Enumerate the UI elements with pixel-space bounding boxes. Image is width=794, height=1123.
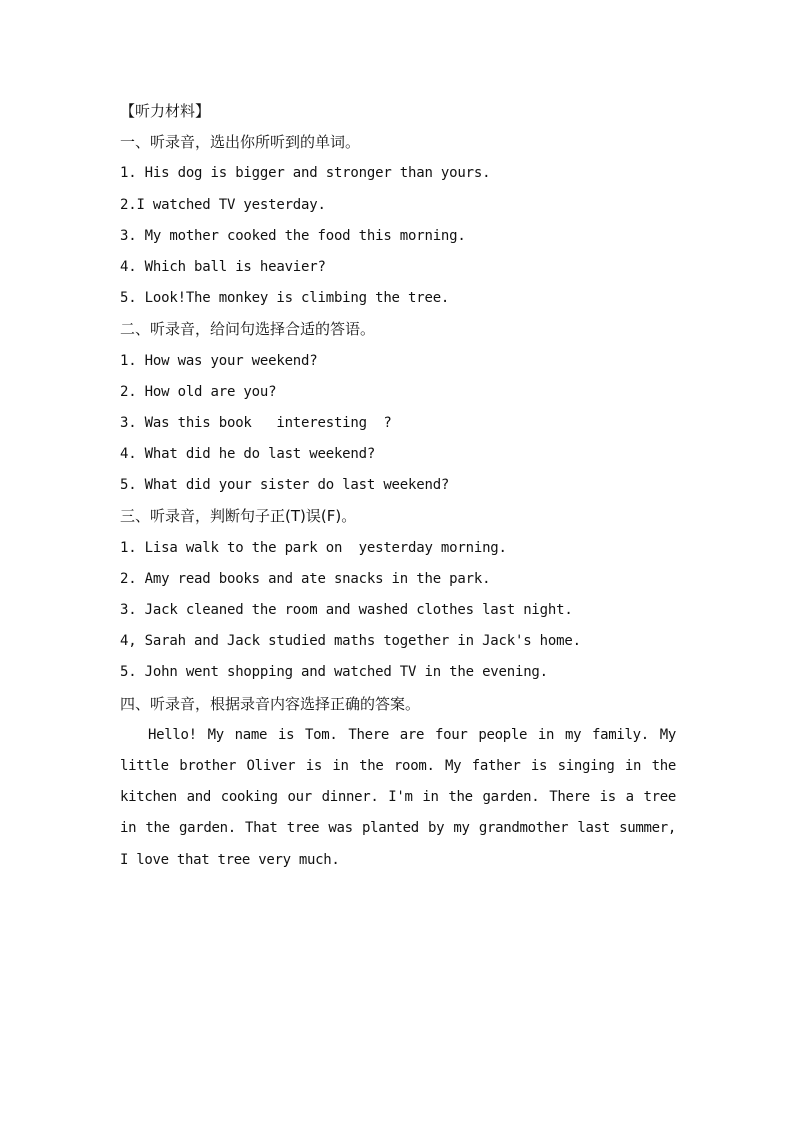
list-item: 2. How old are you? <box>120 383 277 400</box>
section-heading: 二、听录音，给问句选择合适的答语。 <box>120 320 376 339</box>
document-page <box>120 96 676 876</box>
list-item: 4. Which ball is heavier? <box>120 258 326 275</box>
list-item: 3. Jack cleaned the room and washed clothes last night. <box>120 602 573 618</box>
passage-paragraph: Hello! My name is Tom. There are four people in my family. My little brother Oliver is in the room. My father is singing in the kitchen and cooking our dinner. I'm in the garden. There is a tree in the garden. That tree was planted by my grandmother last summer, I love that tree very much. <box>120 726 676 868</box>
list-item: 5. What did your sister do last weekend? <box>120 477 450 494</box>
section-1 <box>120 127 676 314</box>
list-item: 2. Amy read books and ate snacks in the park. <box>120 570 491 587</box>
section-heading: 三、听录音，判断句子正(T)误(F)。 <box>120 507 357 526</box>
list-item: 4. What did he do last weekend? <box>120 446 376 463</box>
list-item: 5. Look!The monkey is climbing the tree. <box>120 290 450 307</box>
section-2 <box>120 314 676 501</box>
list-item: 1. How was your weekend? <box>120 352 318 369</box>
section-heading: 四、听录音，根据录音内容选择正确的答案。 <box>120 694 421 713</box>
list-item: 3. My mother cooked the food this morning. <box>120 227 466 244</box>
list-item: 3. Was this book interesting ? <box>120 414 392 431</box>
list-item: 4, Sarah and Jack studied maths together in Jack's home. <box>120 633 581 650</box>
section-4 <box>120 689 676 876</box>
list-item: 2.I watched TV yesterday. <box>120 196 326 213</box>
section-heading: 一、听录音，选出你所听到的单词。 <box>120 133 361 152</box>
list-item: 5. John went shopping and watched TV in the evening. <box>120 664 548 681</box>
document-title: 【听力材料】 <box>120 102 211 120</box>
list-item: 1. His dog is bigger and stronger than yours. <box>120 165 491 182</box>
section-3 <box>120 501 676 688</box>
list-item: 1. Lisa walk to the park on yesterday morning. <box>120 539 507 556</box>
